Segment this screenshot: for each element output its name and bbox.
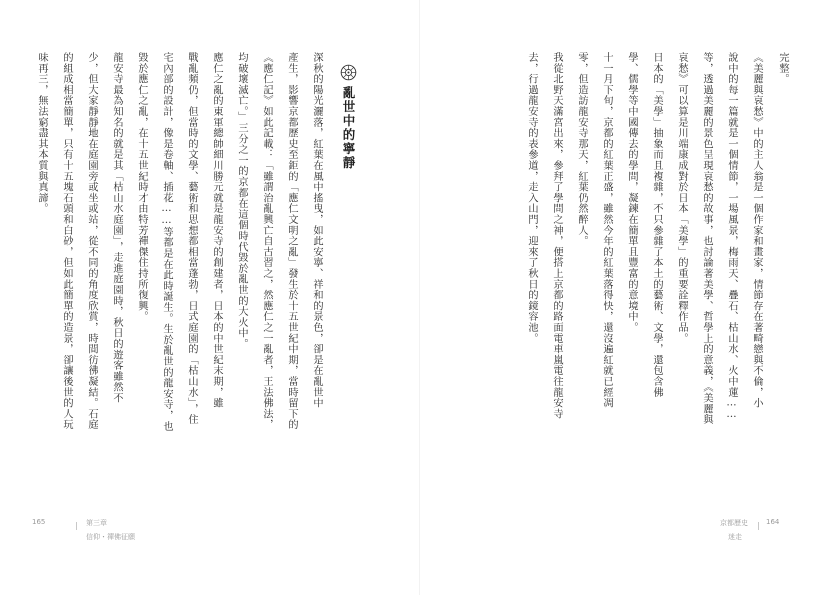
text-column: 龍安寺最為知名的就是其「枯山水庭園」，走進庭園時，秋日的遊客雖然不: [111, 52, 122, 404]
text-column: 十一月下旬，京都的紅葉正盛，雖然今年的紅葉落得快，還沒遍紅就已經凋: [601, 52, 612, 409]
text-column: 《應仁記》如此記載：「雖謂治亂興亡自古習之，然應仁之一亂者，王法佛法，: [261, 52, 272, 430]
text-column: 去，行過龍安寺的表參道，走入山門，迎來了秋日的鏡容池。: [526, 52, 537, 344]
section-heading: [338, 64, 358, 170]
heading-text: 亂世中的寧靜: [341, 86, 356, 170]
text-column: 說中的每一篇就是一個情節，一場風景，梅雨天、疊石、枯山水、火中蓮……: [726, 52, 737, 421]
book-title: 京都歷史: [720, 519, 748, 527]
text-column: 完整。: [777, 52, 788, 85]
text-column: 哀愁》可以算是川端康成對於日本「美學」的重要詮釋作品。: [676, 52, 687, 344]
text-column: 味再三，無法窮盡其本質與真諦。: [36, 52, 47, 214]
text-column: 學、儒學等中國傳去的學問，凝鍊在簡單且豐富的意境中。: [626, 52, 637, 333]
text-column: 毀於應仁之亂，在十五世紀時才由特芳禪傑住持所復興。: [136, 52, 147, 322]
text-column: 應仁之亂的東軍總帥細川勝元就是龍安寺的創建者，日本的中世紀末期，雖: [211, 52, 222, 409]
text-column: 宅內部的設計，像是卷軸、插花……等都是在此時誕生。生於亂世的龍安寺，也: [161, 52, 172, 432]
text-column: 深秋的陽光灑落，紅葉在風中搖曳，如此安寧、祥和的景色，卻是在亂世中: [311, 52, 322, 409]
book-subtitle: 迷走: [728, 533, 742, 541]
page-number: 164: [766, 518, 780, 526]
dharma-wheel-icon: [340, 64, 357, 81]
right-page: [420, 0, 839, 595]
text-column: 我從北野天滿宮出來，參拜了學問之神，便搭上京都的路面電車嵐電往龍安寺: [551, 52, 562, 420]
text-column: 日本的「美學」抽象而且複雜，不只參雜了本土的藝術、文學，還包含佛: [651, 52, 662, 398]
chapter-label: 第三章: [86, 519, 107, 527]
text-column: 《美麗與哀愁》中的主人翁是一個作家和畫家，情節存在著畸戀與不倫，小: [751, 52, 762, 409]
text-column: 產生，影響京都歷史至鉅的「應仁文明之亂」發生於十五世紀中期，當時留下的: [286, 52, 297, 430]
text-column: 零，但造訪龍安寺那天，紅葉仍然醉人。: [576, 52, 587, 247]
footer-divider: [76, 522, 77, 530]
chapter-subtitle: 信仰・禪佛征願: [86, 533, 135, 541]
text-column: 的組成相當簡單，只有十五塊石頭和白砂，但如此簡單的造景，卻讓後世的人玩: [61, 52, 72, 430]
text-column: 戰亂頻仍，但當時的文學、藝術和思想都相當蓬勃，日式庭園的「枯山水」，住: [186, 52, 197, 425]
left-page: [0, 0, 419, 595]
page-number: 165: [32, 518, 46, 526]
footer-divider: [758, 522, 759, 530]
text-column: 均破壞滅亡。」三分之一的京都在這個時代毀於亂世的大火中。: [236, 52, 247, 350]
text-column: 等，透過美麗的景色呈現哀愁的故事，也討論著美學、哲學上的意義，《美麗與: [701, 52, 712, 425]
text-column: 少，但大家靜靜地在庭園旁或坐或站，從不同的角度欣賞，時間彷彿凝結。石庭: [86, 52, 97, 430]
